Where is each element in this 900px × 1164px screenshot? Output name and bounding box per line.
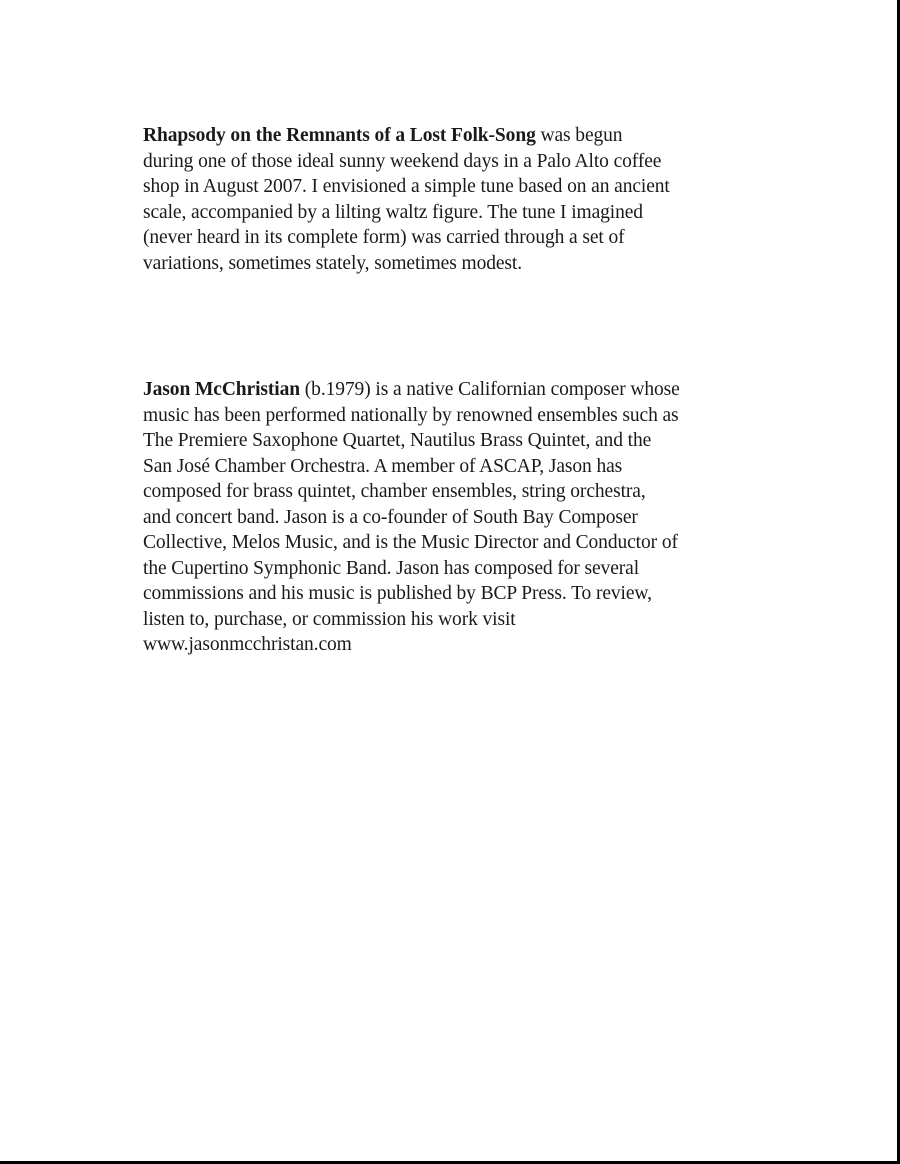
program-note-text: (never heard in its complete form) was carried through a set of [143, 227, 625, 248]
program-note-text: shop in August 2007. I envisioned a simple tune based on an ancient [143, 176, 670, 197]
composer-bio-text: (b.1979) is a native Californian composer whose [300, 379, 680, 400]
program-note-paragraph [143, 123, 763, 276]
composer-bio-text: music has been performed nationally by renowned ensembles such as [143, 404, 679, 426]
composer-bio-text: Collective, Melos Music, and is the Music Director and Conductor of [143, 532, 678, 553]
composer-bio-text: The Premiere Saxophone Quartet, Nautilus Brass Quintet, and the [143, 430, 652, 451]
composer-name: Jason McChristian [143, 379, 301, 400]
composer-bio-line-1 [143, 377, 763, 403]
program-note-text: during one of those ideal sunny weekend days in a Palo Alto coffee [143, 150, 662, 172]
composer-bio-text: composed for brass quintet, chamber ensembles, string orchestra, [143, 481, 646, 502]
composer-bio-text: the Cupertino Symphonic Band. Jason has composed for several [143, 557, 640, 579]
program-note-text: scale, accompanied by a lilting waltz figure. The tune I imagined [143, 201, 643, 223]
program-note-text: was begun [535, 125, 623, 146]
composer-bio-text: San José Chamber Orchestra. A member of ASCAP, Jason has [143, 455, 623, 477]
composer-bio-text: listen to, purchase, or commission his work visit [143, 608, 516, 630]
composer-bio-paragraph [143, 377, 763, 658]
program-note-text: variations, sometimes stately, sometimes modest. [143, 252, 523, 274]
program-note-line-1 [143, 123, 763, 149]
work-title: Rhapsody on the Remnants of a Lost Folk-Song [143, 125, 536, 146]
composer-bio-text: and concert band. Jason is a co-founder of South Bay Composer [143, 506, 638, 528]
composer-bio-text: commissions and his music is published by BCP Press. To review, [143, 583, 652, 604]
website-url[interactable]: www.jasonmcchristan.com [143, 634, 352, 655]
